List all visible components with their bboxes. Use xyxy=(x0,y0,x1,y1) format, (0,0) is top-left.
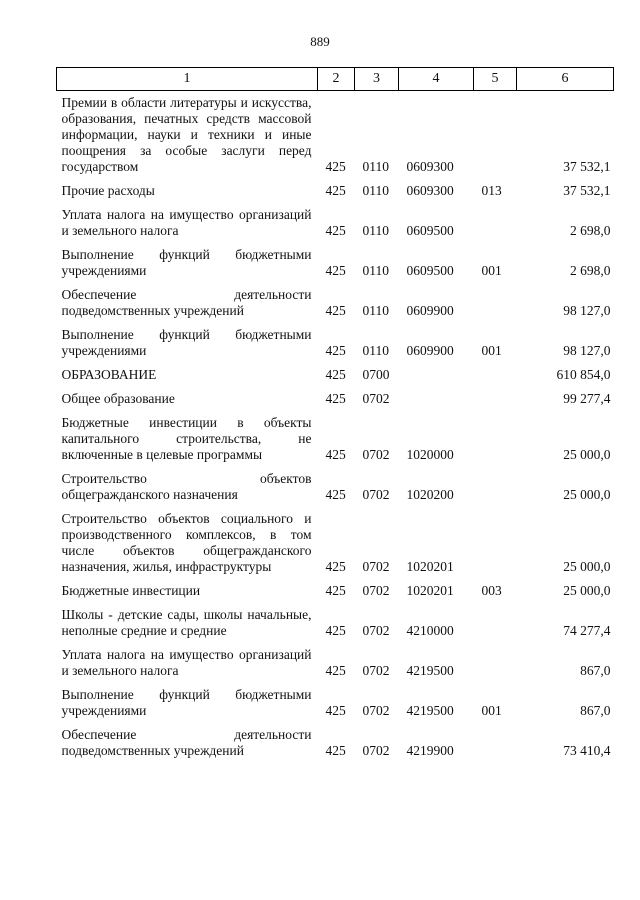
section-code-cell: 0702 xyxy=(362,391,390,406)
admin-code-cell: 425 xyxy=(325,703,346,718)
row-name-cell: Общее образование xyxy=(61,391,175,406)
amount-cell: 99 277,4 xyxy=(563,391,611,406)
target-code-cell: 0609500 xyxy=(406,223,454,238)
expense-type-cell xyxy=(474,643,517,683)
amount-cell: 867,0 xyxy=(580,703,611,718)
section-code-cell: 0702 xyxy=(362,703,390,718)
target-code-cell: 1020000 xyxy=(406,447,454,462)
row-name-cell: Обеспечение деятельности подведомственных учреждений xyxy=(61,727,312,758)
target-code-cell xyxy=(399,363,474,387)
expense-type-cell xyxy=(474,283,517,323)
target-code-cell: 1020201 xyxy=(406,559,454,574)
amount-cell: 37 532,1 xyxy=(563,183,611,198)
target-code-cell: 4219500 xyxy=(406,703,454,718)
table-row xyxy=(57,243,614,283)
header-cell-3: 3 xyxy=(355,68,399,91)
expense-type-cell: 001 xyxy=(481,343,502,358)
amount-cell: 25 000,0 xyxy=(563,559,611,574)
header-cell-2: 2 xyxy=(318,68,355,91)
row-name-cell: Выполнение функций бюджетными учреждениями xyxy=(61,327,312,358)
expense-type-cell: 003 xyxy=(481,583,502,598)
target-code-cell: 4219500 xyxy=(406,663,454,678)
row-name-cell: Строительство объектов социального и производственного комплексов, в том числе объектов общегражданского назначения, жилья, инфраструктуры xyxy=(61,511,312,574)
expense-type-cell: 001 xyxy=(481,263,502,278)
row-name-cell: Уплата налога на имущество организаций и земельного налога xyxy=(61,207,312,238)
row-name-cell: Выполнение функций бюджетными учреждениями xyxy=(61,247,312,278)
amount-cell: 37 532,1 xyxy=(563,159,611,174)
admin-code-cell: 425 xyxy=(325,559,346,574)
table-body xyxy=(57,91,614,764)
admin-code-cell: 425 xyxy=(325,743,346,758)
row-name-cell: ОБРАЗОВАНИЕ xyxy=(61,367,157,382)
table-row xyxy=(57,683,614,723)
table-row xyxy=(57,643,614,683)
amount-cell: 25 000,0 xyxy=(563,487,611,502)
section-code-cell: 0702 xyxy=(362,447,390,462)
target-code-cell xyxy=(399,387,474,411)
admin-code-cell: 425 xyxy=(325,663,346,678)
table-row xyxy=(57,283,614,323)
row-name-cell: Школы - детские сады, школы начальные, неполные средние и средние xyxy=(61,607,312,638)
admin-code-cell: 425 xyxy=(325,159,346,174)
expense-type-cell xyxy=(474,723,517,763)
section-code-cell: 0110 xyxy=(362,159,389,174)
amount-cell: 98 127,0 xyxy=(563,343,611,358)
amount-cell: 25 000,0 xyxy=(563,583,611,598)
target-code-cell: 1020201 xyxy=(406,583,454,598)
header-cell-1: 1 xyxy=(57,68,318,91)
expense-type-cell xyxy=(474,203,517,243)
table-row xyxy=(57,363,614,387)
amount-cell: 74 277,4 xyxy=(563,623,611,638)
section-code-cell: 0110 xyxy=(362,303,389,318)
row-name-cell: Бюджетные инвестиции в объекты капитального строительства, не включенные в целевые программы xyxy=(61,415,312,462)
section-code-cell: 0110 xyxy=(362,183,389,198)
amount-cell: 73 410,4 xyxy=(563,743,611,758)
admin-code-cell: 425 xyxy=(325,183,346,198)
admin-code-cell: 425 xyxy=(325,303,346,318)
row-name-cell: Обеспечение деятельности подведомственных учреждений xyxy=(61,287,312,318)
section-code-cell: 0702 xyxy=(362,743,390,758)
row-name-cell: Премии в области литературы и искусства, образования, печатных средств массовой информации, науки и техники и иные поощрения за особые заслуги перед государством xyxy=(61,95,312,174)
table-row xyxy=(57,179,614,203)
table-row xyxy=(57,467,614,507)
target-code-cell: 0609900 xyxy=(406,303,454,318)
table-row xyxy=(57,323,614,363)
amount-cell: 2 698,0 xyxy=(570,223,611,238)
section-code-cell: 0702 xyxy=(362,583,390,598)
table-row xyxy=(57,603,614,643)
expense-type-cell xyxy=(474,603,517,643)
header-cell-6: 6 xyxy=(517,68,614,91)
table-row xyxy=(57,203,614,243)
admin-code-cell: 425 xyxy=(325,223,346,238)
admin-code-cell: 425 xyxy=(325,343,346,358)
target-code-cell: 4219900 xyxy=(406,743,454,758)
admin-code-cell: 425 xyxy=(325,391,346,406)
target-code-cell: 0609900 xyxy=(406,343,454,358)
table-row xyxy=(57,91,614,180)
row-name-cell: Бюджетные инвестиции xyxy=(61,583,201,598)
expense-type-cell xyxy=(474,467,517,507)
row-name-cell: Прочие расходы xyxy=(61,183,155,198)
admin-code-cell: 425 xyxy=(325,447,346,462)
amount-cell: 867,0 xyxy=(580,663,611,678)
amount-cell: 25 000,0 xyxy=(563,447,611,462)
expense-type-cell xyxy=(474,411,517,467)
section-code-cell: 0702 xyxy=(362,623,390,638)
section-code-cell: 0702 xyxy=(362,559,390,574)
expense-type-cell xyxy=(474,363,517,387)
table-row xyxy=(57,387,614,411)
header-cell-4: 4 xyxy=(399,68,474,91)
admin-code-cell: 425 xyxy=(325,487,346,502)
admin-code-cell: 425 xyxy=(325,263,346,278)
table-row xyxy=(57,723,614,763)
admin-code-cell: 425 xyxy=(325,367,346,382)
expense-type-cell: 001 xyxy=(481,703,502,718)
expense-type-cell: 013 xyxy=(481,183,502,198)
expense-type-cell xyxy=(474,91,517,180)
expense-type-cell xyxy=(474,507,517,579)
table-row xyxy=(57,507,614,579)
admin-code-cell: 425 xyxy=(325,623,346,638)
target-code-cell: 0609500 xyxy=(406,263,454,278)
section-code-cell: 0110 xyxy=(362,343,389,358)
page-number: 889 xyxy=(310,34,330,49)
target-code-cell: 0609300 xyxy=(406,183,454,198)
admin-code-cell: 425 xyxy=(325,583,346,598)
section-code-cell: 0700 xyxy=(362,367,390,382)
amount-cell: 98 127,0 xyxy=(563,303,611,318)
target-code-cell: 0609300 xyxy=(406,159,454,174)
row-name-cell: Уплата налога на имущество организаций и земельного налога xyxy=(61,647,312,678)
table-row xyxy=(57,411,614,467)
section-code-cell: 0702 xyxy=(362,663,390,678)
expense-type-cell xyxy=(474,387,517,411)
header-cell-5: 5 xyxy=(474,68,517,91)
budget-table xyxy=(56,67,614,763)
section-code-cell: 0702 xyxy=(362,487,390,502)
target-code-cell: 4210000 xyxy=(406,623,454,638)
row-name-cell: Выполнение функций бюджетными учреждениями xyxy=(61,687,312,718)
row-name-cell: Строительство объектов общегражданского назначения xyxy=(61,471,312,502)
section-code-cell: 0110 xyxy=(362,263,389,278)
section-code-cell: 0110 xyxy=(362,223,389,238)
amount-cell: 2 698,0 xyxy=(570,263,611,278)
table-row xyxy=(57,579,614,603)
amount-cell: 610 854,0 xyxy=(556,367,611,382)
header-row xyxy=(57,68,614,91)
target-code-cell: 1020200 xyxy=(406,487,454,502)
